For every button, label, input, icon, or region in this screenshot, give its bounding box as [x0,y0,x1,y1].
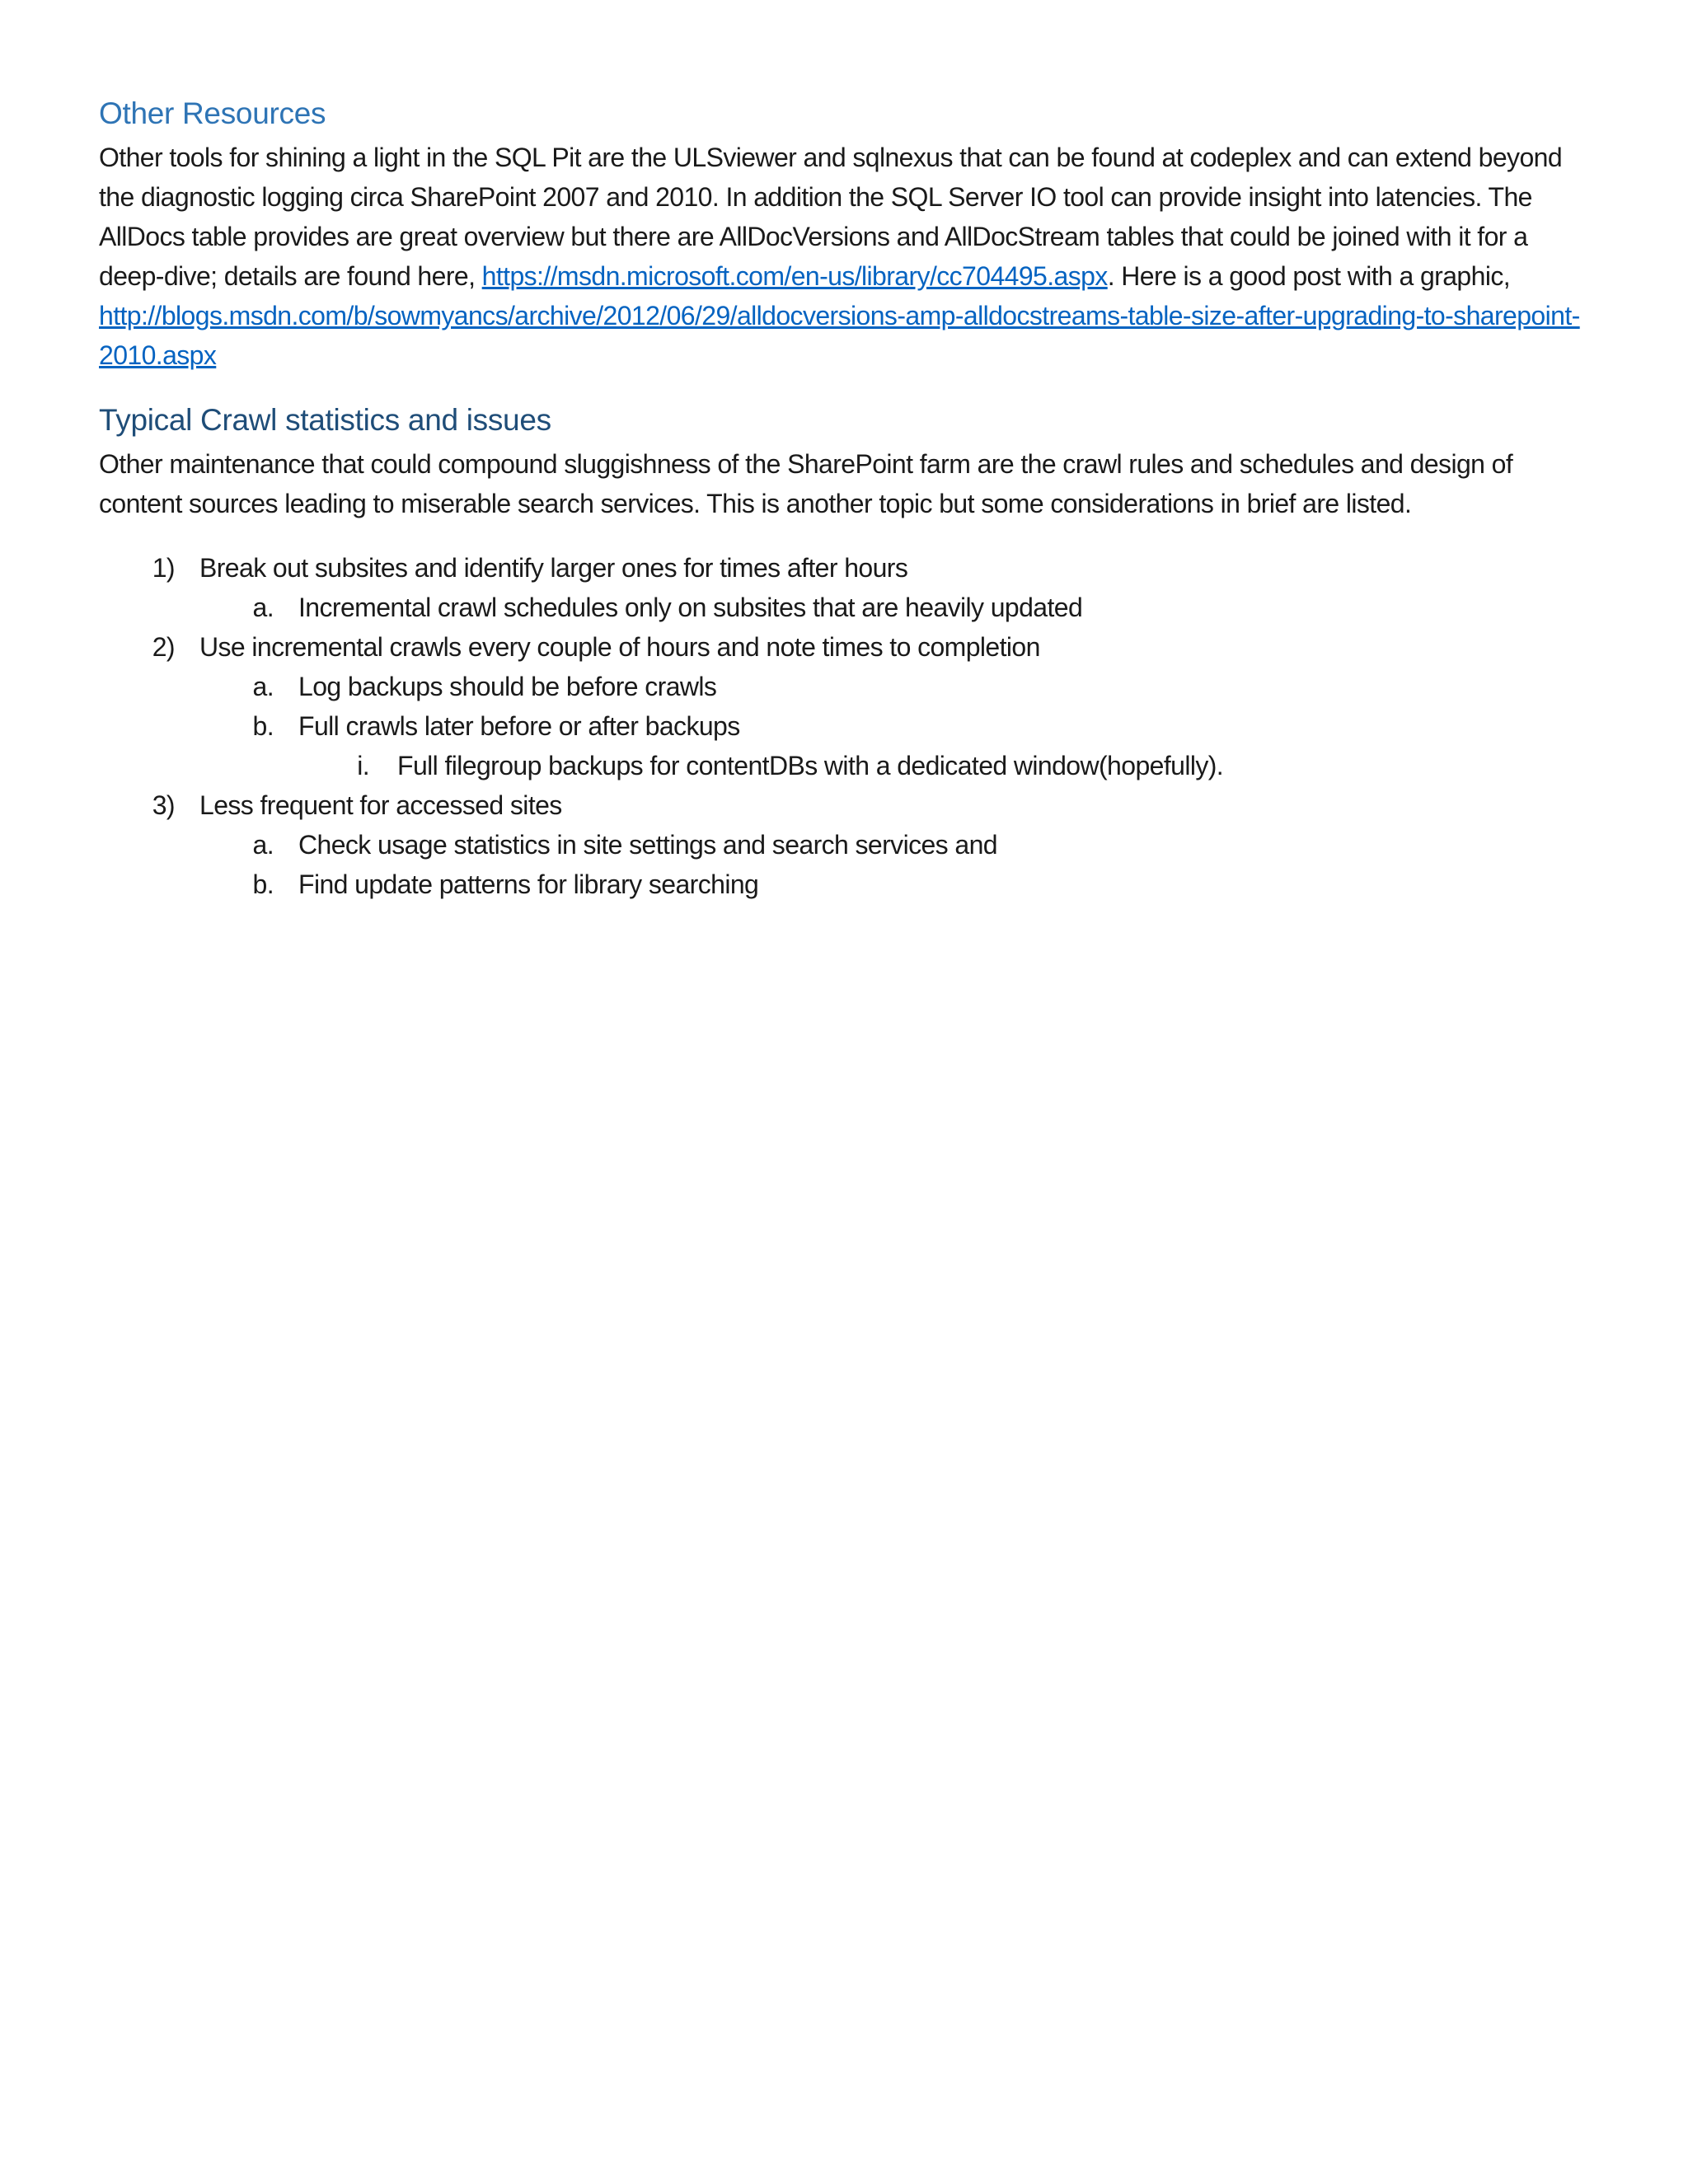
list-marker: b. [252,711,274,741]
document-page [99,95,1599,904]
msdn-library-link[interactable]: https://msdn.microsoft.com/en-us/library/cc704495.aspx [481,261,1108,291]
list-item [99,627,1599,667]
list-marker: b. [252,869,274,899]
paragraph-text: . Here is a good post with a graphic, [1107,261,1511,291]
list-marker: 1) [152,553,175,583]
list-marker: 3) [152,790,175,820]
list-item-text: Full crawls later before or after backups [298,711,740,741]
list-item [99,865,1599,904]
list-marker: a. [252,593,274,622]
list-item-text: Use incremental crawls every couple of hours and note times to completion [199,632,1040,662]
list-item [99,785,1599,825]
list-item [99,588,1599,627]
list-item [99,746,1599,785]
list-item-text: Less frequent for accessed sites [199,790,562,820]
paragraph-crawl-statistics: Other maintenance that could compound sluggishness of the SharePoint farm are the crawl rules and schedules and design of content sources leading to miserable search services. This is another topic but some considerations in brief are listed. [99,449,1513,518]
list-item-text: Full filegroup backups for contentDBs with a dedicated window(hopefully). [397,751,1224,780]
list-item [99,706,1599,746]
list-item-text: Check usage statistics in site settings and search services and [298,830,997,860]
list-item-text: Break out subsites and identify larger ones for times after hours [199,553,908,583]
list-marker: 2) [152,632,175,662]
crawl-considerations-list [99,548,1599,904]
list-item-text: Incremental crawl schedules only on subsites that are heavily updated [298,593,1083,622]
heading-other-resources: Other Resources [99,96,326,130]
list-item [99,548,1599,588]
list-marker: i. [357,751,369,780]
paragraph-text: Other tools for shining a light in the SQL Pit are the ULSviewer and sqlnexus that can be found at codeplex and can extend beyond the diagnostic logging circa SharePoint 2007 and 2010. In addition the SQL Server IO tool can provide insight into latencies. The AllDocs table provides are great overview but there are AllDocVersions and AllDocStream tables that could be joined with it for a deep-dive; details are found here, [99,143,1563,291]
list-item [99,667,1599,706]
list-marker: a. [252,672,274,701]
list-item-text: Find update patterns for library searching [298,869,759,899]
list-marker: a. [252,830,274,860]
paragraph-other-resources [99,138,1599,375]
heading-crawl-statistics: Typical Crawl statistics and issues [99,403,551,437]
list-item [99,825,1599,865]
msdn-blog-link[interactable]: http://blogs.msdn.com/b/sowmyancs/archive/2012/06/29/alldocversions-amp-alldocstreams-table-size-after-upgrading-to-sharepoint-2010.aspx [99,301,1580,370]
list-item-text: Log backups should be before crawls [298,672,717,701]
